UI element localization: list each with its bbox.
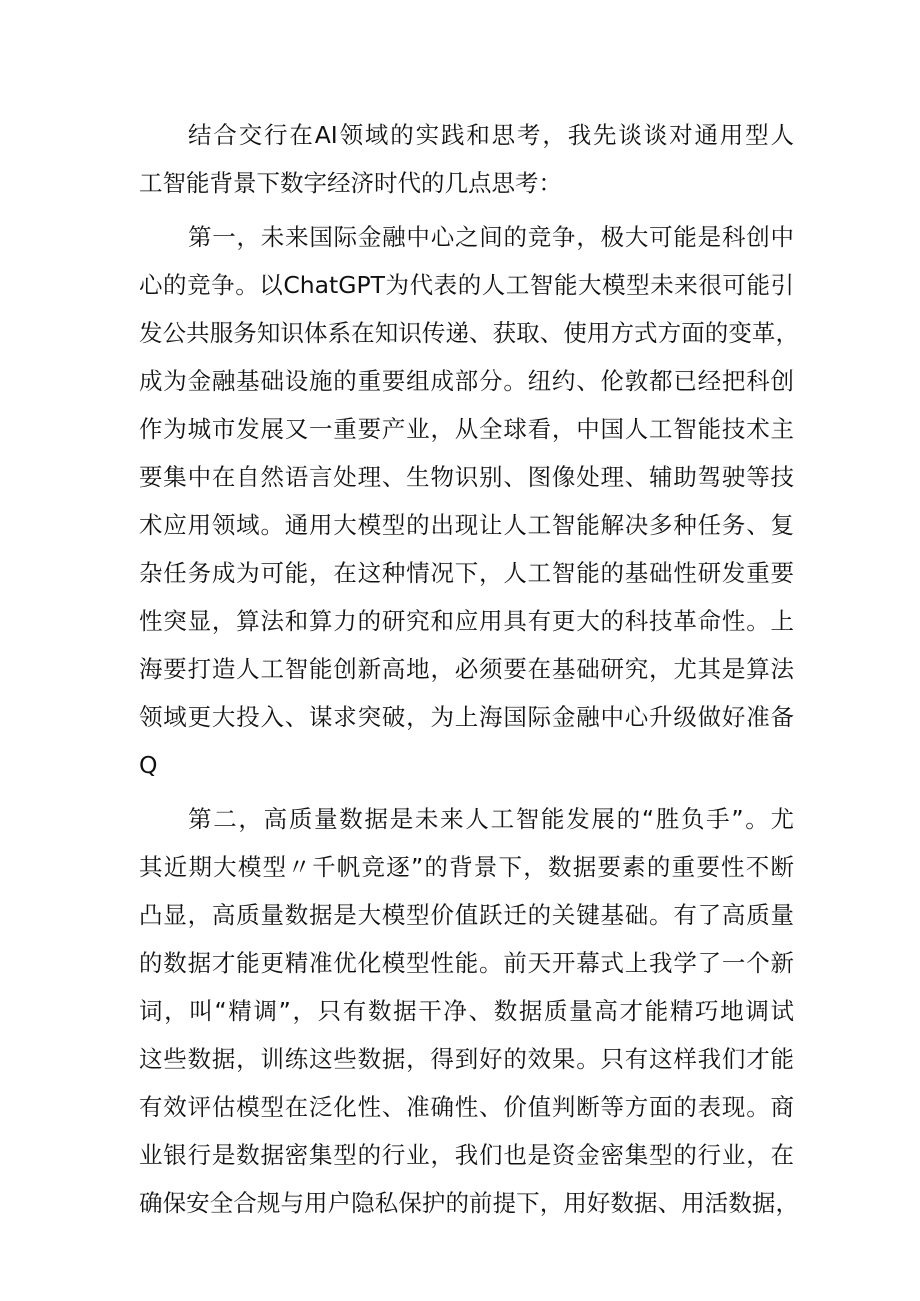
text-line: 性突显，算法和算力的研究和应用具有更大的科技革命性。上	[139, 607, 794, 635]
text-line: 词，叫“精调”，只有数据干净、数据质量高才能精巧地调试	[139, 997, 794, 1025]
text-line: 的数据才能更精准优化模型性能。前天开幕式上我学了一个新	[139, 949, 794, 977]
text-line: 凸显，高质量数据是大模型价值跃迁的关键基础。有了高质量	[139, 901, 794, 929]
text-line: 有效评估模型在泛化性、准确性、价值判断等方面的表现。商	[139, 1093, 794, 1121]
text-line: 海要打造人工智能创新高地，必须要在基础研究，尤其是算法	[139, 655, 794, 683]
text-line: 第二，高质量数据是未来人工智能发展的“胜负手”。尤	[188, 805, 794, 833]
text-line: 发公共服务知识体系在知识传递、获取、使用方式方面的变革，	[139, 319, 799, 347]
text-line: 作为城市发展又一重要产业，从全球看，中国人工智能技术主	[139, 415, 794, 443]
text-line: Q	[139, 751, 158, 779]
text-line: 第一，未来国际金融中心之间的竞争，极大可能是科创中	[188, 223, 794, 251]
text-line: 确保安全合规与用户隐私保护的前提下，用好数据、用活数据，	[139, 1189, 799, 1217]
text-line: 成为金融基础设施的重要组成部分。纽约、伦敦都已经把科创	[139, 367, 794, 395]
text-line: 其近期大模型〃千帆竞逐”的背景下，数据要素的重要性不断	[139, 853, 794, 881]
text-line: 术应用领域。通用大模型的出现让人工智能解决多种任务、复	[139, 511, 794, 539]
text-line: 领域更大投入、谋求突破，为上海国际金融中心升级做好准备	[139, 703, 794, 731]
text-line: 业银行是数据密集型的行业，我们也是资金密集型的行业，在	[139, 1141, 794, 1169]
text-line: 这些数据，训练这些数据，得到好的效果。只有这样我们才能	[139, 1045, 794, 1073]
text-line: 要集中在自然语言处理、生物识别、图像处理、辅助驾驶等技	[139, 463, 794, 491]
text-line: 工智能背景下数字经济时代的几点思考：	[139, 169, 562, 197]
text-line: 结合交行在AI领域的实践和思考，我先谈谈对通用型人	[188, 121, 794, 149]
text-line: 杂任务成为可能，在这种情况下，人工智能的基础性研发重要	[139, 559, 794, 587]
text-line: 心的竞争。以ChatGPT为代表的人工智能大模型未来很可能引	[139, 271, 794, 299]
